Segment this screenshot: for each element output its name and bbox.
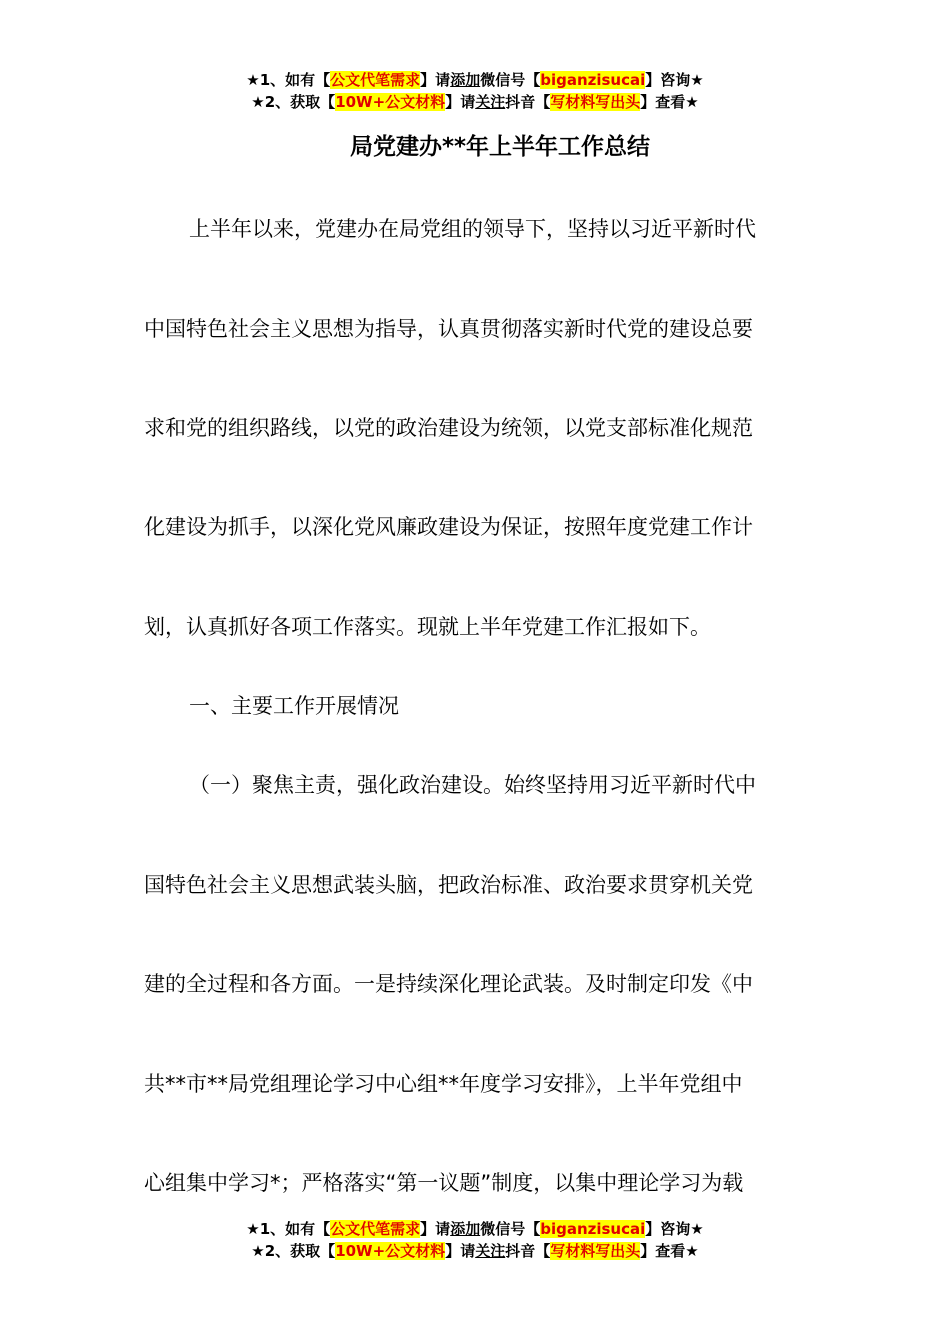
body-line: 心组集中学习*；严格落实“第一议题”制度，以集中理论学习为载 — [144, 1171, 744, 1195]
body-line: 国特色社会主义思想武装头脑，把政治标准、政治要求贯穿机关党 — [144, 873, 753, 897]
promo-highlight: biganzisucai — [540, 1220, 646, 1238]
body-line: （一）聚焦主责，强化政治建设。始终坚持用习近平新时代中 — [189, 773, 756, 797]
promo-highlight: 10W+公文材料 — [335, 93, 446, 111]
promo-text: 】咨询★ — [645, 71, 704, 89]
promo-text: 抖音【 — [505, 93, 551, 111]
promo-underline: 关注 — [475, 1242, 506, 1260]
promo-underline: 关注 — [475, 93, 506, 111]
promo-text: ★1、如有【 — [246, 1220, 331, 1238]
promo-highlight: biganzisucai — [540, 71, 646, 89]
promo-line-2 — [0, 91, 950, 113]
promo-underline: 添加 — [450, 1220, 481, 1238]
body-line: 建的全过程和各方面。一是持续深化理论武装。及时制定印发《中 — [144, 972, 753, 996]
body-line: 求和党的组织路线，以党的政治建设为统领，以党支部标准化规范 — [144, 416, 753, 440]
document-title: 局党建办**年上半年工作总结 — [349, 134, 651, 160]
promo-text: 】请 — [420, 1220, 451, 1238]
section-heading: 一、主要工作开展情况 — [189, 694, 399, 718]
body-line: 上半年以来，党建办在局党组的领导下，坚持以习近平新时代 — [189, 217, 756, 241]
promo-banner-bottom — [0, 1218, 950, 1262]
promo-highlight: 写材料写出头 — [550, 93, 641, 111]
promo-text: ★1、如有【 — [246, 71, 331, 89]
promo-text: 】咨询★ — [645, 1220, 704, 1238]
promo-text: ★2、获取【 — [251, 93, 336, 111]
promo-line-1 — [0, 69, 950, 91]
promo-text: 】请 — [445, 93, 476, 111]
promo-text: 】查看★ — [640, 93, 699, 111]
promo-text: ★2、获取【 — [251, 1242, 336, 1260]
promo-text: 微信号【 — [480, 71, 541, 89]
promo-text: 微信号【 — [480, 1220, 541, 1238]
body-line: 化建设为抓手，以深化党风廉政建设为保证，按照年度党建工作计 — [144, 515, 753, 539]
promo-text: 】查看★ — [640, 1242, 699, 1260]
promo-line-1 — [0, 1218, 950, 1240]
promo-text: 】请 — [420, 71, 451, 89]
promo-underline: 添加 — [450, 71, 481, 89]
promo-text: 】请 — [445, 1242, 476, 1260]
promo-text: 抖音【 — [505, 1242, 551, 1260]
promo-highlight: 写材料写出头 — [550, 1242, 641, 1260]
promo-banner-top — [0, 69, 950, 113]
body-line: 划，认真抓好各项工作落实。现就上半年党建工作汇报如下。 — [144, 615, 711, 639]
promo-highlight: 10W+公文材料 — [335, 1242, 446, 1260]
promo-line-2 — [0, 1240, 950, 1262]
body-line: 中国特色社会主义思想为指导，认真贯彻落实新时代党的建设总要 — [144, 317, 753, 341]
promo-highlight: 公文代笔需求 — [330, 71, 421, 89]
promo-highlight: 公文代笔需求 — [330, 1220, 421, 1238]
body-line: 共**市**局党组理论学习中心组**年度学习安排》，上半年党组中 — [144, 1072, 743, 1096]
